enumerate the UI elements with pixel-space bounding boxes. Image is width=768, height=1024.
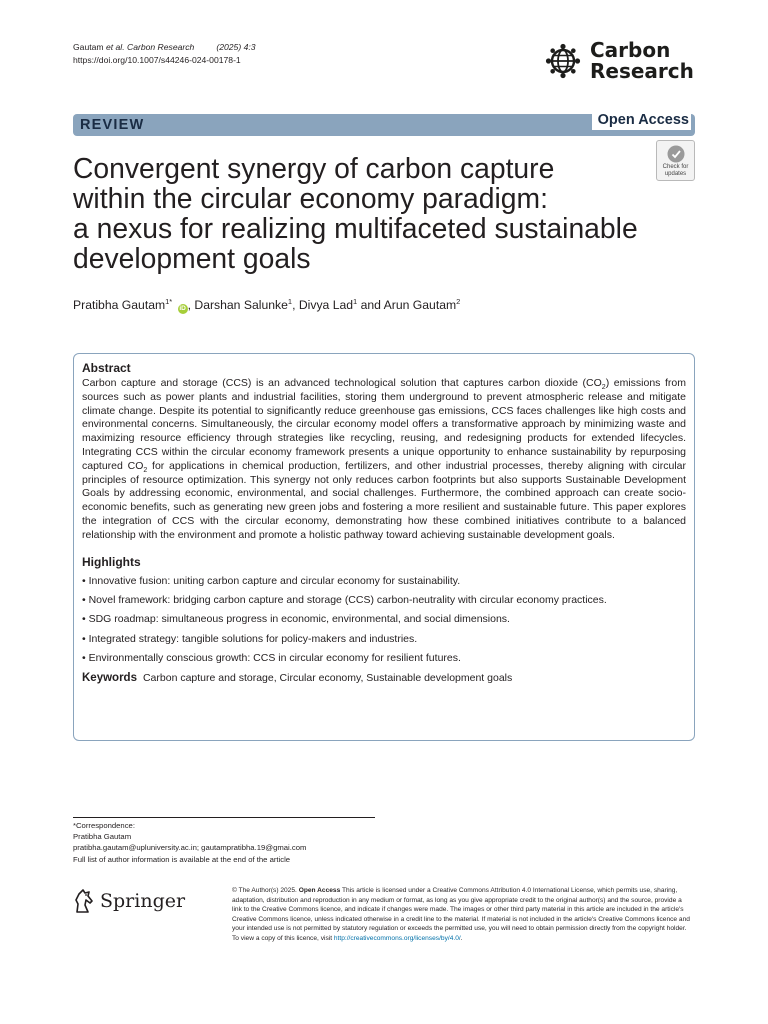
article-type-label: REVIEW: [80, 117, 145, 133]
highlight-item: • Innovative fusion: uniting carbon capture and circular economy for sustainability.: [82, 574, 461, 587]
journal-name-line2: Research: [590, 59, 694, 83]
publisher-logo[interactable]: [73, 888, 185, 914]
author-affiliation: 1: [353, 296, 358, 306]
highlights-heading: Highlights: [82, 554, 141, 569]
correspondence-emails[interactable]: pratibha.gautam@upluniversity.ac.in; gautampratibha.19@gmai.com: [73, 843, 307, 853]
highlight-item: • Environmentally conscious growth: CCS in circular economy for resilient futures.: [82, 652, 461, 665]
footnote-divider: [73, 817, 375, 818]
author-affiliation: 2: [456, 296, 461, 306]
highlight-item: • Integrated strategy: tangible solutions for policy-makers and industries.: [82, 632, 418, 645]
globe-network-icon: [545, 43, 581, 79]
license-open-access: Open Access: [298, 887, 341, 894]
check-for-updates-line2: updates: [664, 170, 687, 177]
author-name[interactable]: , Divya Lad: [292, 298, 354, 312]
article-title: [73, 153, 653, 273]
author-name[interactable]: , Darshan Salunke: [187, 298, 288, 312]
check-for-updates-icon: [666, 144, 686, 164]
citation-journal: et al. Carbon Research: [105, 42, 195, 52]
license-link[interactable]: http://creativecommons.org/licenses/by/4.0/: [333, 934, 461, 942]
doi-link[interactable]: https://doi.org/10.1007/s44246-024-00178-1: [73, 55, 241, 65]
open-access-label: Open Access: [592, 110, 691, 130]
abstract-text: [82, 377, 686, 543]
license-prefix: © The Author(s) 2025.: [232, 887, 297, 894]
license-text: [232, 886, 692, 944]
keywords-text: Carbon capture and storage, Circular economy, Sustainable development goals: [142, 671, 513, 684]
abstract-text-part: Carbon capture and storage (CCS) is an advanced technological solution that captures carbon dioxide (CO: [82, 377, 602, 389]
author-affiliation: 1: [287, 296, 293, 306]
author-affiliation: 1*: [165, 296, 173, 306]
check-for-updates-line1: Check for: [662, 164, 689, 170]
subscript: 2: [143, 466, 148, 474]
correspondence-label: *Correspondence:: [73, 821, 135, 830]
highlight-item: • Novel framework: bridging carbon capture and storage (CCS) carbon-neutrality with circular economy practices.: [82, 593, 607, 606]
author-info-note: Full list of author information is available at the end of the article: [73, 854, 291, 864]
journal-name-line1: Carbon: [590, 38, 671, 62]
journal-name: [590, 40, 694, 82]
article-type-band: [73, 114, 695, 136]
keywords-line: [82, 670, 686, 686]
title-line-3: a nexus for realizing multifaceted sustainable: [73, 212, 638, 244]
article-meta: [73, 41, 256, 67]
publisher-name: Springer: [100, 890, 186, 912]
abstract-text-part: for applications in chemical production, fertilizers, and other industrial processes, thereby aligning with circular principles of resource optimization. This synergy not only reduces carbon footprints but also supports Sustainable Development Goals by addressing economic, environmental, and social challenges. Furthermore, the combined approach can create socio-economic benefits, such as generating new green jobs and fostering a more resilient and sustainable future. This paper explores the integration of CCS with the circular economy, demonstrating how these combined initiatives contribute to a balanced relationship with the environment and promote a holistic pathway toward achieving sustainable development goals.: [82, 459, 687, 541]
citation-year: (2025) 4:3: [216, 42, 256, 52]
author-name[interactable]: Pratibha Gautam: [73, 298, 166, 312]
abstract-heading: Abstract: [82, 361, 131, 375]
citation-line: [73, 41, 256, 54]
title-line-1: Convergent synergy of carbon capture: [73, 152, 555, 184]
title-line-2: within the circular economy paradigm:: [73, 182, 548, 214]
check-for-updates-button[interactable]: [656, 140, 695, 181]
author-name[interactable]: and Arun Gautam: [357, 298, 457, 312]
abstract-text-part: ) emissions from sources such as power plants and industrial facilities, storing them underground to prevent atmospheric release and mitigate climate change. Despite its potential to significantly reduce greenhouse gas emissions, CCS faces challenges like high costs and environmental concerns. Simultaneously, the circular economy model offers a transformative approach by minimizing waste and maximizing resource efficiency through strategies like recycling, reusing, and redesigning products for extended lifecycles. Integrating CCS within the circular economy framework presents a unique opportunity to enhance sustainability by repurposing captured CO: [82, 377, 686, 472]
journal-brand[interactable]: [545, 40, 694, 82]
license-end: .: [460, 934, 463, 942]
correspondence-note: [73, 820, 306, 865]
author-list: [73, 297, 460, 314]
highlight-item: • SDG roadmap: simultaneous progress in economic, environmental, and social dimensions.: [82, 613, 510, 626]
keywords-label: Keywords: [82, 671, 137, 684]
license-body: This article is licensed under a Creative Commons Attribution 4.0 International License, which permits use, sharing, adaptation, distribution and reproduction in any medium or format, as long as you give appropriate credit to the original author(s) and the source, provide a link to the Creative Commons licence, and indicate if changes were made. The images or other third party material in this article are included in the article's Creative Commons licence, unless indicated otherwise in a credit line to the material. If material is not included in the article's Creative Commons licence and your intended use is not permitted by statutory regulation or exceeds the permitted use, you will need to obtain permission directly from the copyright holder. To view a copy of this licence, visit: [232, 887, 690, 942]
subscript: 2: [601, 384, 606, 392]
springer-horse-icon: [73, 888, 95, 914]
abstract-box: [73, 353, 695, 741]
citation-authors: Gautam: [73, 42, 106, 52]
correspondence-name: Pratibha Gautam: [73, 832, 132, 842]
title-line-4: development goals: [73, 242, 311, 274]
highlights-list: [82, 572, 686, 669]
orcid-icon[interactable]: iD: [179, 305, 186, 312]
